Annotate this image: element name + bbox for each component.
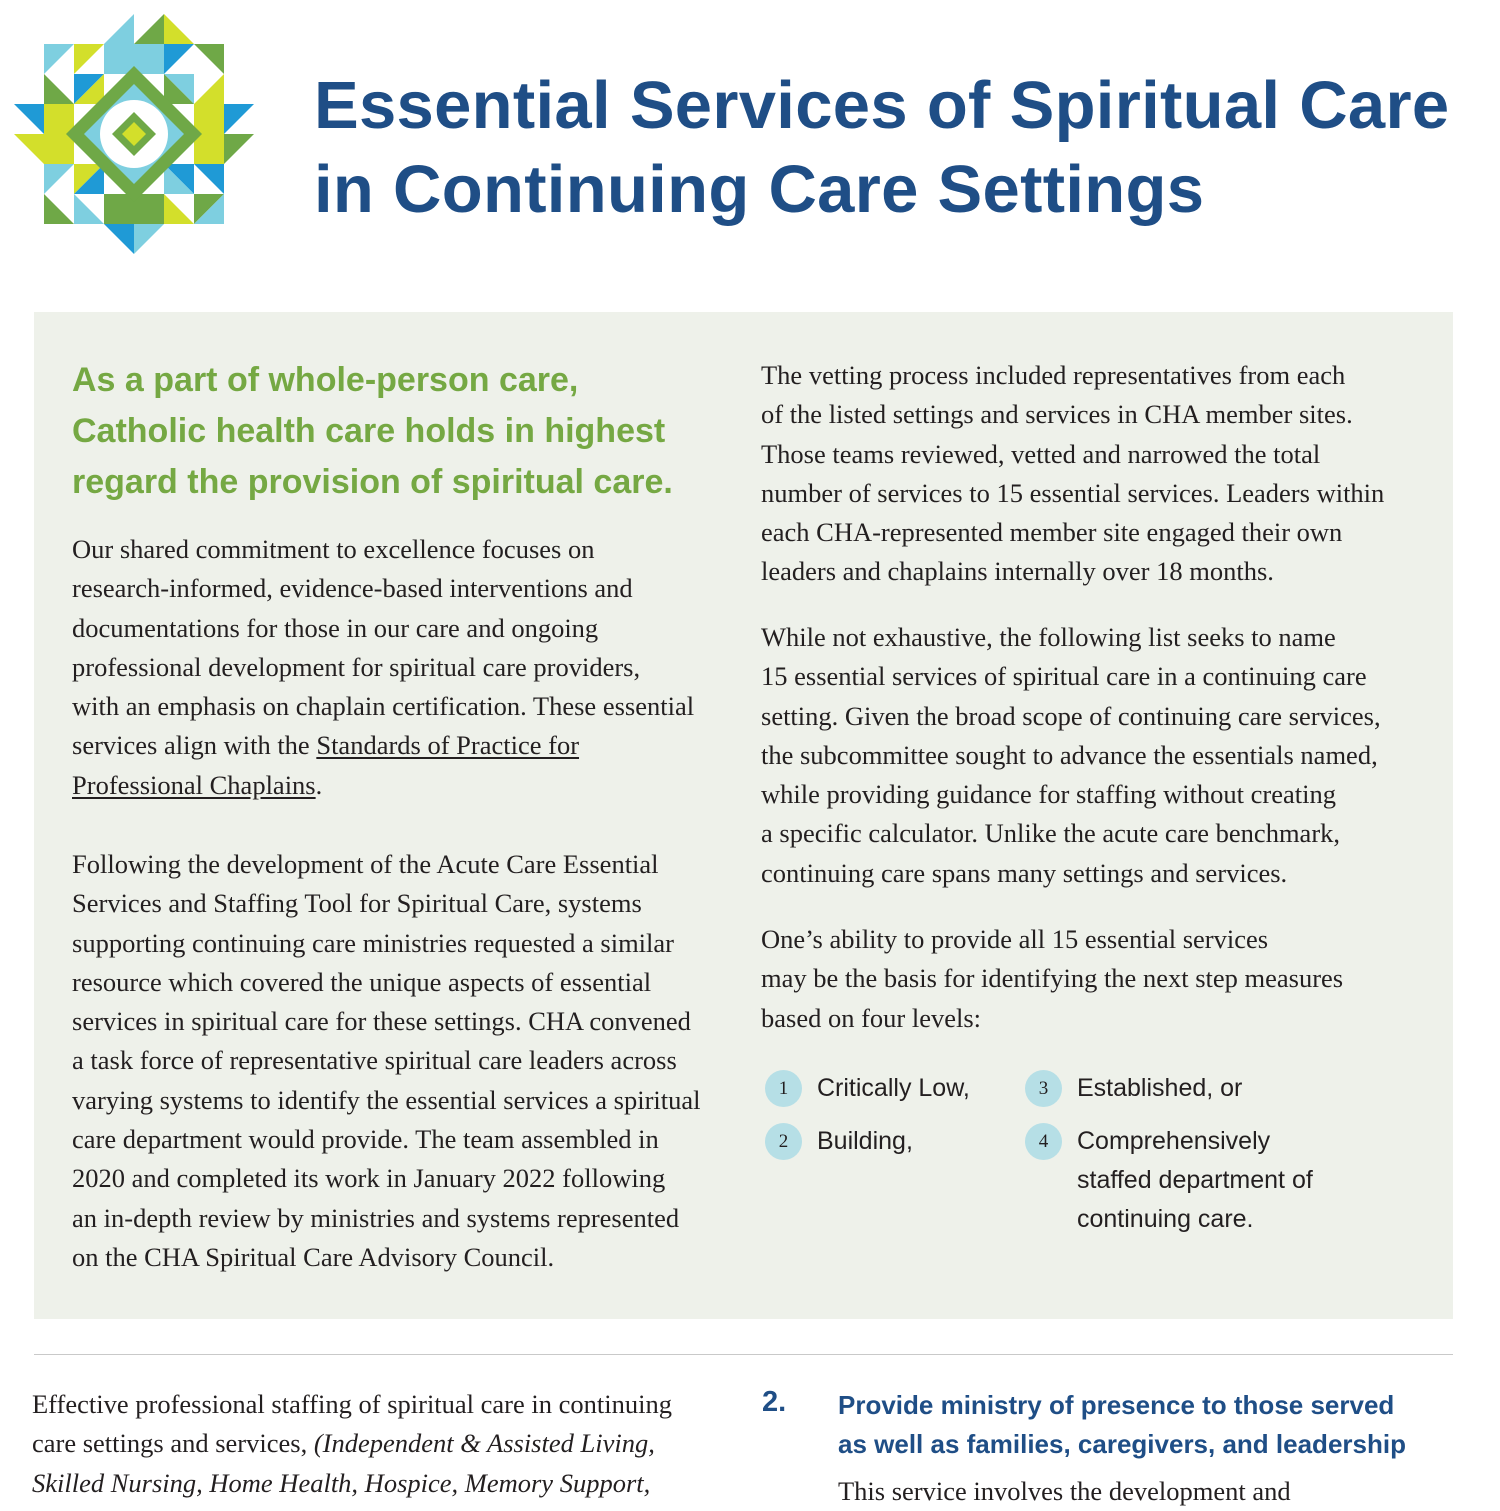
- lead-line: Catholic health care holds in highest: [72, 412, 666, 450]
- text-line: services in spiritual care for these settings. CHA convened: [72, 1006, 691, 1037]
- text-line: research-informed, evidence-based interventions and: [72, 573, 633, 604]
- text-line: resource which covered the unique aspects of essential: [72, 966, 652, 997]
- text-line: The vetting process included representatives from each: [761, 360, 1346, 390]
- staffing-paragraph: [32, 1385, 672, 1503]
- page-title-line: in Continuing Care Settings: [314, 152, 1205, 227]
- text-line: an in-depth review by ministries and systems represented: [72, 1202, 680, 1233]
- text-line: [32, 1464, 672, 1503]
- level-label: Established, or: [1077, 1074, 1243, 1102]
- level-number-badge: 3: [1025, 1070, 1062, 1107]
- level-number-badge: 1: [765, 1070, 802, 1107]
- section-heading-line: as well as families, caregivers, and leadership: [838, 1429, 1406, 1459]
- text-line: Those teams reviewed, vetted and narrowed the total: [761, 438, 1321, 469]
- development-paragraph: [72, 845, 701, 1277]
- level-item: [1025, 1122, 1313, 1239]
- level-label: Building,: [817, 1127, 913, 1155]
- text-fragment: services align with the: [72, 730, 317, 761]
- text-line: each CHA-represented member site engaged their own: [761, 517, 1343, 548]
- text-line: number of services to 15 essential services. Leaders within: [761, 477, 1385, 508]
- text-line: based on four levels:: [761, 1002, 982, 1033]
- text-line: varying systems to identify the essential services a spiritual: [72, 1084, 701, 1115]
- standards-link-continued[interactable]: Professional Chaplains: [72, 769, 316, 800]
- text-line: [32, 1424, 672, 1463]
- section-number: 2.: [762, 1386, 787, 1418]
- settings-list-italic: (Independent & Assisted Living,: [313, 1428, 655, 1459]
- level-label: Comprehensively: [1077, 1127, 1271, 1155]
- text-line: documentations for those in our care and ongoing: [72, 612, 599, 643]
- levels-intro-paragraph: [761, 920, 1343, 1038]
- geometric-quilt-star-logo: [14, 14, 254, 254]
- text-line: continuing care spans many settings and services.: [761, 857, 1288, 888]
- level-number-badge: 2: [765, 1123, 802, 1160]
- text-line: a specific calculator. Unlike the acute care benchmark,: [761, 818, 1341, 849]
- text-line: 15 essential services of spiritual care in a continuing care: [761, 661, 1367, 692]
- text-line: with an emphasis on chaplain certification. These essential: [72, 691, 695, 722]
- level-number-badge: 4: [1025, 1123, 1062, 1160]
- text-line: leaders and chaplains internally over 18 months.: [761, 556, 1274, 587]
- text-line: While not exhaustive, the following list seeks to name: [761, 622, 1336, 652]
- commitment-paragraph: [72, 530, 694, 805]
- text-line: Our shared commitment to excellence focuses on: [72, 534, 595, 564]
- page-title-line: Essential Services of Spiritual Care: [314, 68, 1450, 143]
- text-fragment: care settings and services,: [32, 1428, 314, 1459]
- lead-line: As a part of whole-person care,: [72, 361, 579, 399]
- text-line: while providing guidance for staffing without creating: [761, 779, 1337, 810]
- lead-statement: [72, 355, 752, 508]
- text-line: the subcommittee sought to advance the essentials named,: [761, 739, 1378, 770]
- section-divider: [34, 1354, 1453, 1355]
- text-line: may be the basis for identifying the next step measures: [761, 963, 1344, 994]
- text-line: Following the development of the Acute Care Essential: [72, 849, 659, 879]
- page-title: [314, 64, 1484, 232]
- text-line: professional development for spiritual care providers,: [72, 651, 641, 682]
- lead-line: regard the provision of spiritual care.: [72, 463, 673, 501]
- level-label: Critically Low,: [817, 1074, 970, 1102]
- text-line: on the CHA Spiritual Care Advisory Council.: [72, 1241, 555, 1272]
- standards-link[interactable]: Standards of Practice for: [316, 730, 580, 761]
- text-line: of the listed settings and services in CHA member sites.: [761, 399, 1353, 430]
- section-heading: [838, 1386, 1406, 1464]
- text-fragment: .: [315, 769, 323, 800]
- text-line: supporting continuing care ministries requested a similar: [72, 927, 674, 958]
- vetting-paragraph: [761, 356, 1384, 592]
- level-label: continuing care.: [1077, 1205, 1254, 1233]
- text-line: [72, 726, 694, 765]
- level-item: [1025, 1069, 1242, 1108]
- text-line: setting. Given the broad scope of continuing care services,: [761, 700, 1381, 731]
- level-item: [765, 1122, 913, 1161]
- scope-paragraph: [761, 618, 1381, 893]
- section-heading-line: Provide ministry of presence to those served: [838, 1390, 1395, 1420]
- text-line: 2020 and completed its work in January 2022 following: [72, 1163, 666, 1194]
- settings-list-italic: Skilled Nursing, Home Health, Hospice, Memory Support,: [32, 1467, 651, 1498]
- text-line: One’s ability to provide all 15 essential services: [761, 924, 1269, 954]
- text-line: care department would provide. The team assembled in: [72, 1124, 659, 1155]
- level-label: staffed department of: [1077, 1166, 1313, 1194]
- text-line: Effective professional staffing of spiritual care in continuing: [32, 1389, 672, 1419]
- text-line: [72, 766, 694, 805]
- level-item: [765, 1069, 970, 1108]
- text-line: Services and Staffing Tool for Spiritual Care, systems: [72, 888, 642, 919]
- section-body-text: This service involves the development and: [838, 1476, 1291, 1506]
- text-line: a task force of representative spiritual care leaders across: [72, 1045, 677, 1076]
